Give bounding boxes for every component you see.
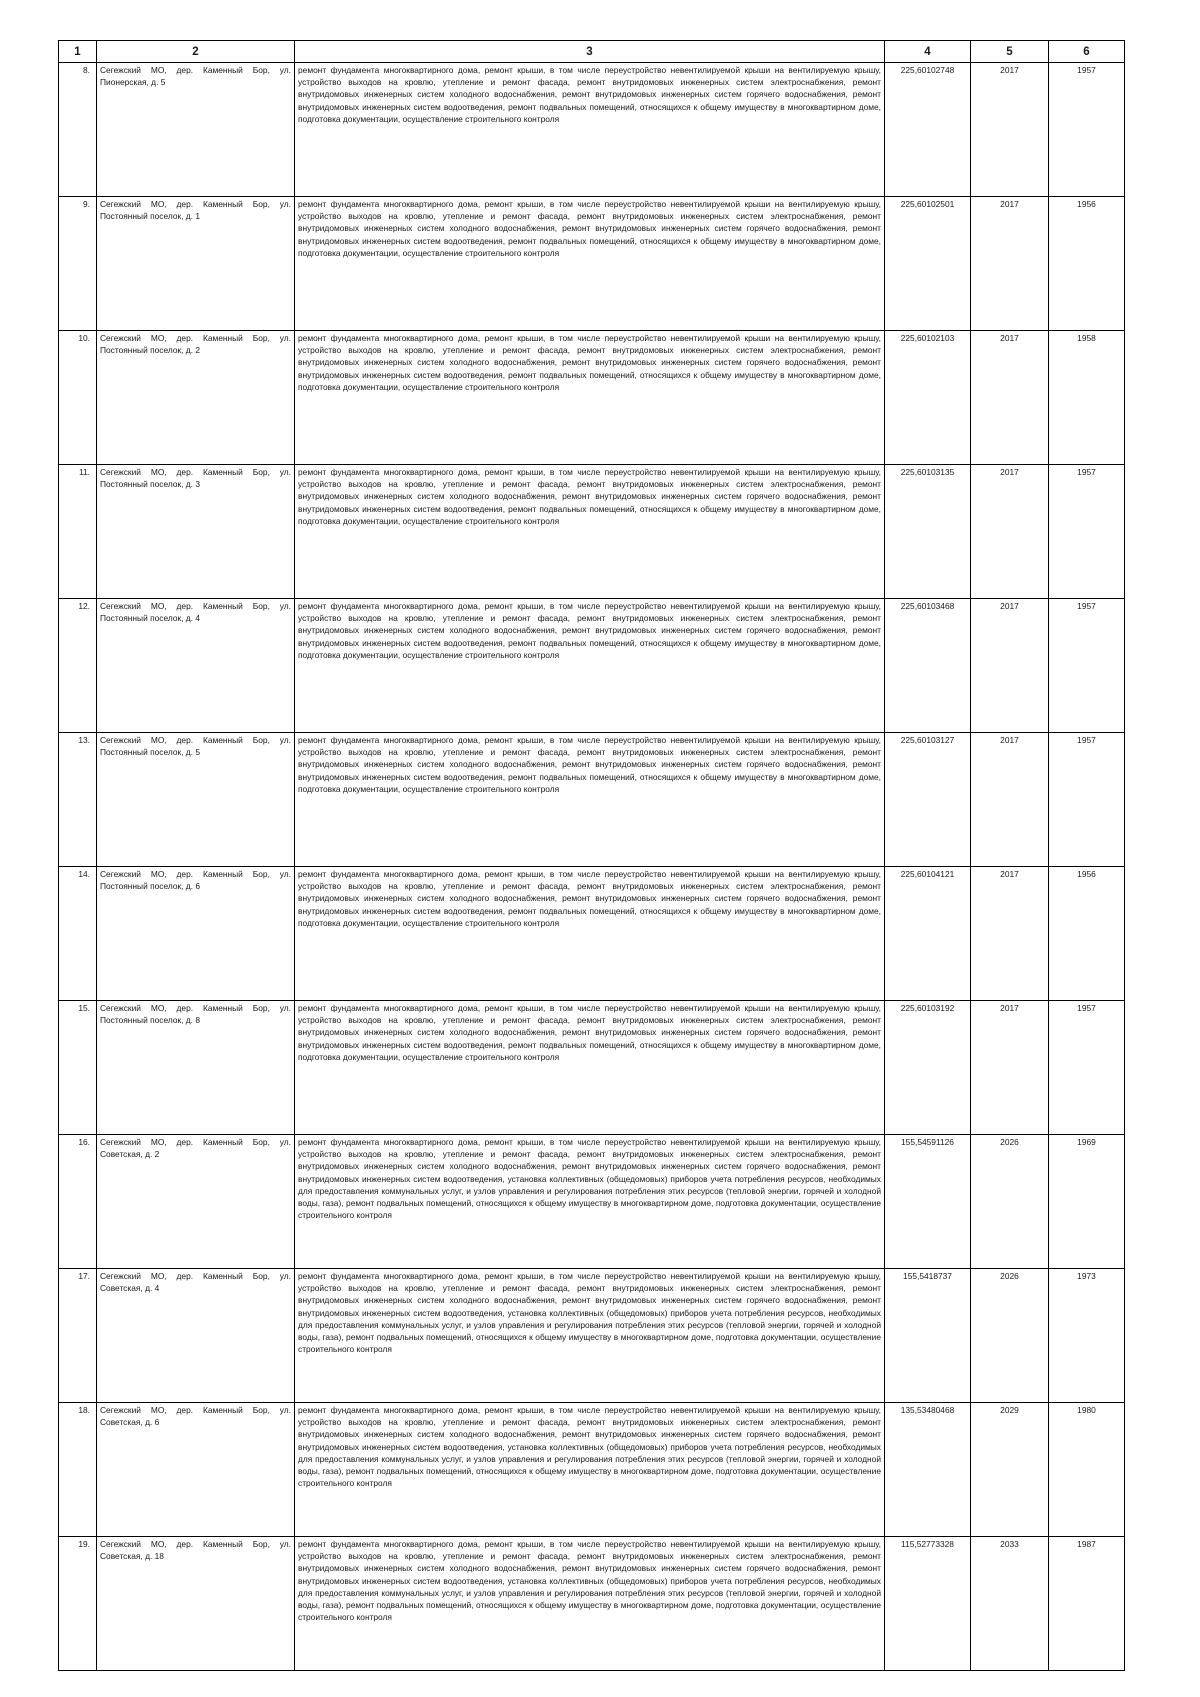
cost-cell: 155,54591126	[885, 1135, 971, 1269]
row-number: 15.	[59, 1001, 97, 1135]
planned-year-cell: 2033	[971, 1537, 1049, 1671]
works-description-cell: ремонт фундамента многоквартирного дома, ремонт крыши, в том числе переустройство невентилируемой крыши на вентилируемую крышу, устройство выходов на кровлю, утепление и ремонт фасада, ремонт внутридомовых инженерных систем электроснабжения, ремонт внутридомовых инженерных систем холодного водоснабжения, ремонт внутридомовых инженерных систем горячего водоснабжения, ремонт внутридомовых инженерных систем водоотведения, ремонт подвальных помещений, относящихся к общему имуществу в многоквартирном доме, подготовка документации, осуществление строительного контроля	[295, 867, 885, 1001]
column-header-2: 2	[97, 41, 295, 63]
works-description-cell: ремонт фундамента многоквартирного дома, ремонт крыши, в том числе переустройство невентилируемой крыши на вентилируемую крышу, устройство выходов на кровлю, утепление и ремонт фасада, ремонт внутридомовых инженерных систем электроснабжения, ремонт внутридомовых инженерных систем холодного водоснабжения, ремонт внутридомовых инженерных систем горячего водоснабжения, ремонт внутридомовых инженерных систем водоотведения, ремонт подвальных помещений, относящихся к общему имуществу в многоквартирном доме, подготовка документации, осуществление строительного контроля	[295, 63, 885, 197]
construction-year-cell: 1980	[1049, 1403, 1125, 1537]
row-number: 19.	[59, 1537, 97, 1671]
planned-year-cell: 2017	[971, 599, 1049, 733]
header-row	[59, 41, 1125, 63]
column-header-5: 5	[971, 41, 1049, 63]
planned-year-cell: 2017	[971, 867, 1049, 1001]
cost-cell: 225,60102748	[885, 63, 971, 197]
address-cell: Сегежский МО, дер. Каменный Бор, ул. Советская, д. 18	[97, 1537, 295, 1671]
table-row	[59, 1001, 1125, 1135]
address-cell: Сегежский МО, дер. Каменный Бор, ул. Советская, д. 4	[97, 1269, 295, 1403]
construction-year-cell: 1957	[1049, 733, 1125, 867]
table-row	[59, 1403, 1125, 1537]
planned-year-cell: 2017	[971, 197, 1049, 331]
planned-year-cell: 2017	[971, 331, 1049, 465]
planned-year-cell: 2026	[971, 1135, 1049, 1269]
cost-cell: 225,60102103	[885, 331, 971, 465]
works-description-cell: ремонт фундамента многоквартирного дома, ремонт крыши, в том числе переустройство невентилируемой крыши на вентилируемую крышу, устройство выходов на кровлю, утепление и ремонт фасада, ремонт внутридомовых инженерных систем электроснабжения, ремонт внутридомовых инженерных систем холодного водоснабжения, ремонт внутридомовых инженерных систем горячего водоснабжения, ремонт внутридомовых инженерных систем водоотведения, ремонт подвальных помещений, относящихся к общему имуществу в многоквартирном доме, подготовка документации, осуществление строительного контроля	[295, 599, 885, 733]
construction-year-cell: 1969	[1049, 1135, 1125, 1269]
table-row	[59, 331, 1125, 465]
address-cell: Сегежский МО, дер. Каменный Бор, ул. Постоянный поселок, д. 4	[97, 599, 295, 733]
address-cell: Сегежский МО, дер. Каменный Бор, ул. Постоянный поселок, д. 2	[97, 331, 295, 465]
construction-year-cell: 1973	[1049, 1269, 1125, 1403]
works-description-cell: ремонт фундамента многоквартирного дома, ремонт крыши, в том числе переустройство невентилируемой крыши на вентилируемую крышу, устройство выходов на кровлю, утепление и ремонт фасада, ремонт внутридомовых инженерных систем электроснабжения, ремонт внутридомовых инженерных систем холодного водоснабжения, ремонт внутридомовых инженерных систем горячего водоснабжения, ремонт внутридомовых инженерных систем водоотведения, установка коллективных (общедомовых) приборов учета потребления ресурсов, необходимых для предоставления коммунальных услуг, и узлов управления и регулирования потребления этих ресурсов (тепловой энергии, горячей и холодной воды, газа), ремонт подвальных помещений, относящихся к общему имуществу в многоквартирном доме, подготовка документации, осуществление строительного контроля	[295, 1135, 885, 1269]
construction-year-cell: 1957	[1049, 63, 1125, 197]
row-number: 11.	[59, 465, 97, 599]
table-row	[59, 465, 1125, 599]
cost-cell: 115,52773328	[885, 1537, 971, 1671]
works-description-cell: ремонт фундамента многоквартирного дома, ремонт крыши, в том числе переустройство невентилируемой крыши на вентилируемую крышу, устройство выходов на кровлю, утепление и ремонт фасада, ремонт внутридомовых инженерных систем электроснабжения, ремонт внутридомовых инженерных систем холодного водоснабжения, ремонт внутридомовых инженерных систем горячего водоснабжения, ремонт внутридомовых инженерных систем водоотведения, ремонт подвальных помещений, относящихся к общему имуществу в многоквартирном доме, подготовка документации, осуществление строительного контроля	[295, 197, 885, 331]
table-row	[59, 63, 1125, 197]
address-cell: Сегежский МО, дер. Каменный Бор, ул. Постоянный поселок, д. 3	[97, 465, 295, 599]
cost-cell: 225,60103127	[885, 733, 971, 867]
table-row	[59, 1135, 1125, 1269]
row-number: 8.	[59, 63, 97, 197]
address-cell: Сегежский МО, дер. Каменный Бор, ул. Советская, д. 6	[97, 1403, 295, 1537]
works-description-cell: ремонт фундамента многоквартирного дома, ремонт крыши, в том числе переустройство невентилируемой крыши на вентилируемую крышу, устройство выходов на кровлю, утепление и ремонт фасада, ремонт внутридомовых инженерных систем электроснабжения, ремонт внутридомовых инженерных систем холодного водоснабжения, ремонт внутридомовых инженерных систем горячего водоснабжения, ремонт внутридомовых инженерных систем водоотведения, установка коллективных (общедомовых) приборов учета потребления ресурсов, необходимых для предоставления коммунальных услуг, и узлов управления и регулирования потребления этих ресурсов (тепловой энергии, горячей и холодной воды, газа), ремонт подвальных помещений, относящихся к общему имуществу в многоквартирном доме, подготовка документации, осуществление строительного контроля	[295, 1269, 885, 1403]
planned-year-cell: 2017	[971, 63, 1049, 197]
cost-cell: 225,60103135	[885, 465, 971, 599]
works-description-cell: ремонт фундамента многоквартирного дома, ремонт крыши, в том числе переустройство невентилируемой крыши на вентилируемую крышу, устройство выходов на кровлю, утепление и ремонт фасада, ремонт внутридомовых инженерных систем электроснабжения, ремонт внутридомовых инженерных систем холодного водоснабжения, ремонт внутридомовых инженерных систем горячего водоснабжения, ремонт внутридомовых инженерных систем водоотведения, установка коллективных (общедомовых) приборов учета потребления ресурсов, необходимых для предоставления коммунальных услуг, и узлов управления и регулирования потребления этих ресурсов (тепловой энергии, горячей и холодной воды, газа), ремонт подвальных помещений, относящихся к общему имуществу в многоквартирном доме, подготовка документации, осуществление строительного контроля	[295, 1403, 885, 1537]
row-number: 17.	[59, 1269, 97, 1403]
construction-year-cell: 1956	[1049, 197, 1125, 331]
table-row	[59, 867, 1125, 1001]
column-header-6: 6	[1049, 41, 1125, 63]
planned-year-cell: 2017	[971, 733, 1049, 867]
construction-year-cell: 1958	[1049, 331, 1125, 465]
cost-cell: 225,60103468	[885, 599, 971, 733]
row-number: 10.	[59, 331, 97, 465]
planned-year-cell: 2017	[971, 465, 1049, 599]
column-header-1: 1	[59, 41, 97, 63]
address-cell: Сегежский МО, дер. Каменный Бор, ул. Пионерская, д. 5	[97, 63, 295, 197]
address-cell: Сегежский МО, дер. Каменный Бор, ул. Постоянный поселок, д. 5	[97, 733, 295, 867]
cost-cell: 225,60102501	[885, 197, 971, 331]
table-row	[59, 197, 1125, 331]
works-description-cell: ремонт фундамента многоквартирного дома, ремонт крыши, в том числе переустройство невентилируемой крыши на вентилируемую крышу, устройство выходов на кровлю, утепление и ремонт фасада, ремонт внутридомовых инженерных систем электроснабжения, ремонт внутридомовых инженерных систем холодного водоснабжения, ремонт внутридомовых инженерных систем горячего водоснабжения, ремонт внутридомовых инженерных систем водоотведения, ремонт подвальных помещений, относящихся к общему имуществу в многоквартирном доме, подготовка документации, осуществление строительного контроля	[295, 733, 885, 867]
construction-year-cell: 1957	[1049, 599, 1125, 733]
table-row	[59, 1269, 1125, 1403]
cost-cell: 135,53480468	[885, 1403, 971, 1537]
construction-year-cell: 1987	[1049, 1537, 1125, 1671]
works-description-cell: ремонт фундамента многоквартирного дома, ремонт крыши, в том числе переустройство невентилируемой крыши на вентилируемую крышу, устройство выходов на кровлю, утепление и ремонт фасада, ремонт внутридомовых инженерных систем электроснабжения, ремонт внутридомовых инженерных систем холодного водоснабжения, ремонт внутридомовых инженерных систем горячего водоснабжения, ремонт внутридомовых инженерных систем водоотведения, установка коллективных (общедомовых) приборов учета потребления ресурсов, необходимых для предоставления коммунальных услуг, и узлов управления и регулирования потребления этих ресурсов (тепловой энергии, горячей и холодной воды, газа), ремонт подвальных помещений, относящихся к общему имуществу в многоквартирном доме, подготовка документации, осуществление строительного контроля	[295, 1537, 885, 1671]
row-number: 16.	[59, 1135, 97, 1269]
cost-cell: 225,60104121	[885, 867, 971, 1001]
address-cell: Сегежский МО, дер. Каменный Бор, ул. Постоянный поселок, д. 1	[97, 197, 295, 331]
row-number: 9.	[59, 197, 97, 331]
table-row	[59, 599, 1125, 733]
planned-year-cell: 2029	[971, 1403, 1049, 1537]
registry-table	[58, 40, 1125, 1671]
row-number: 12.	[59, 599, 97, 733]
construction-year-cell: 1956	[1049, 867, 1125, 1001]
cost-cell: 225,60103192	[885, 1001, 971, 1135]
construction-year-cell: 1957	[1049, 465, 1125, 599]
cost-cell: 155,5418737	[885, 1269, 971, 1403]
address-cell: Сегежский МО, дер. Каменный Бор, ул. Советская, д. 2	[97, 1135, 295, 1269]
row-number: 14.	[59, 867, 97, 1001]
works-description-cell: ремонт фундамента многоквартирного дома, ремонт крыши, в том числе переустройство невентилируемой крыши на вентилируемую крышу, устройство выходов на кровлю, утепление и ремонт фасада, ремонт внутридомовых инженерных систем электроснабжения, ремонт внутридомовых инженерных систем холодного водоснабжения, ремонт внутридомовых инженерных систем горячего водоснабжения, ремонт внутридомовых инженерных систем водоотведения, ремонт подвальных помещений, относящихся к общему имуществу в многоквартирном доме, подготовка документации, осуществление строительного контроля	[295, 331, 885, 465]
works-description-cell: ремонт фундамента многоквартирного дома, ремонт крыши, в том числе переустройство невентилируемой крыши на вентилируемую крышу, устройство выходов на кровлю, утепление и ремонт фасада, ремонт внутридомовых инженерных систем электроснабжения, ремонт внутридомовых инженерных систем холодного водоснабжения, ремонт внутридомовых инженерных систем горячего водоснабжения, ремонт внутридомовых инженерных систем водоотведения, ремонт подвальных помещений, относящихся к общему имуществу в многоквартирном доме, подготовка документации, осуществление строительного контроля	[295, 465, 885, 599]
table-body	[59, 63, 1125, 1671]
column-header-3: 3	[295, 41, 885, 63]
planned-year-cell: 2026	[971, 1269, 1049, 1403]
row-number: 13.	[59, 733, 97, 867]
address-cell: Сегежский МО, дер. Каменный Бор, ул. Постоянный поселок, д. 8	[97, 1001, 295, 1135]
address-cell: Сегежский МО, дер. Каменный Бор, ул. Постоянный поселок, д. 6	[97, 867, 295, 1001]
table-row	[59, 733, 1125, 867]
construction-year-cell: 1957	[1049, 1001, 1125, 1135]
row-number: 18.	[59, 1403, 97, 1537]
planned-year-cell: 2017	[971, 1001, 1049, 1135]
works-description-cell: ремонт фундамента многоквартирного дома, ремонт крыши, в том числе переустройство невентилируемой крыши на вентилируемую крышу, устройство выходов на кровлю, утепление и ремонт фасада, ремонт внутридомовых инженерных систем электроснабжения, ремонт внутридомовых инженерных систем холодного водоснабжения, ремонт внутридомовых инженерных систем горячего водоснабжения, ремонт внутридомовых инженерных систем водоотведения, ремонт подвальных помещений, относящихся к общему имуществу в многоквартирном доме, подготовка документации, осуществление строительного контроля	[295, 1001, 885, 1135]
column-header-4: 4	[885, 41, 971, 63]
table-row	[59, 1537, 1125, 1671]
